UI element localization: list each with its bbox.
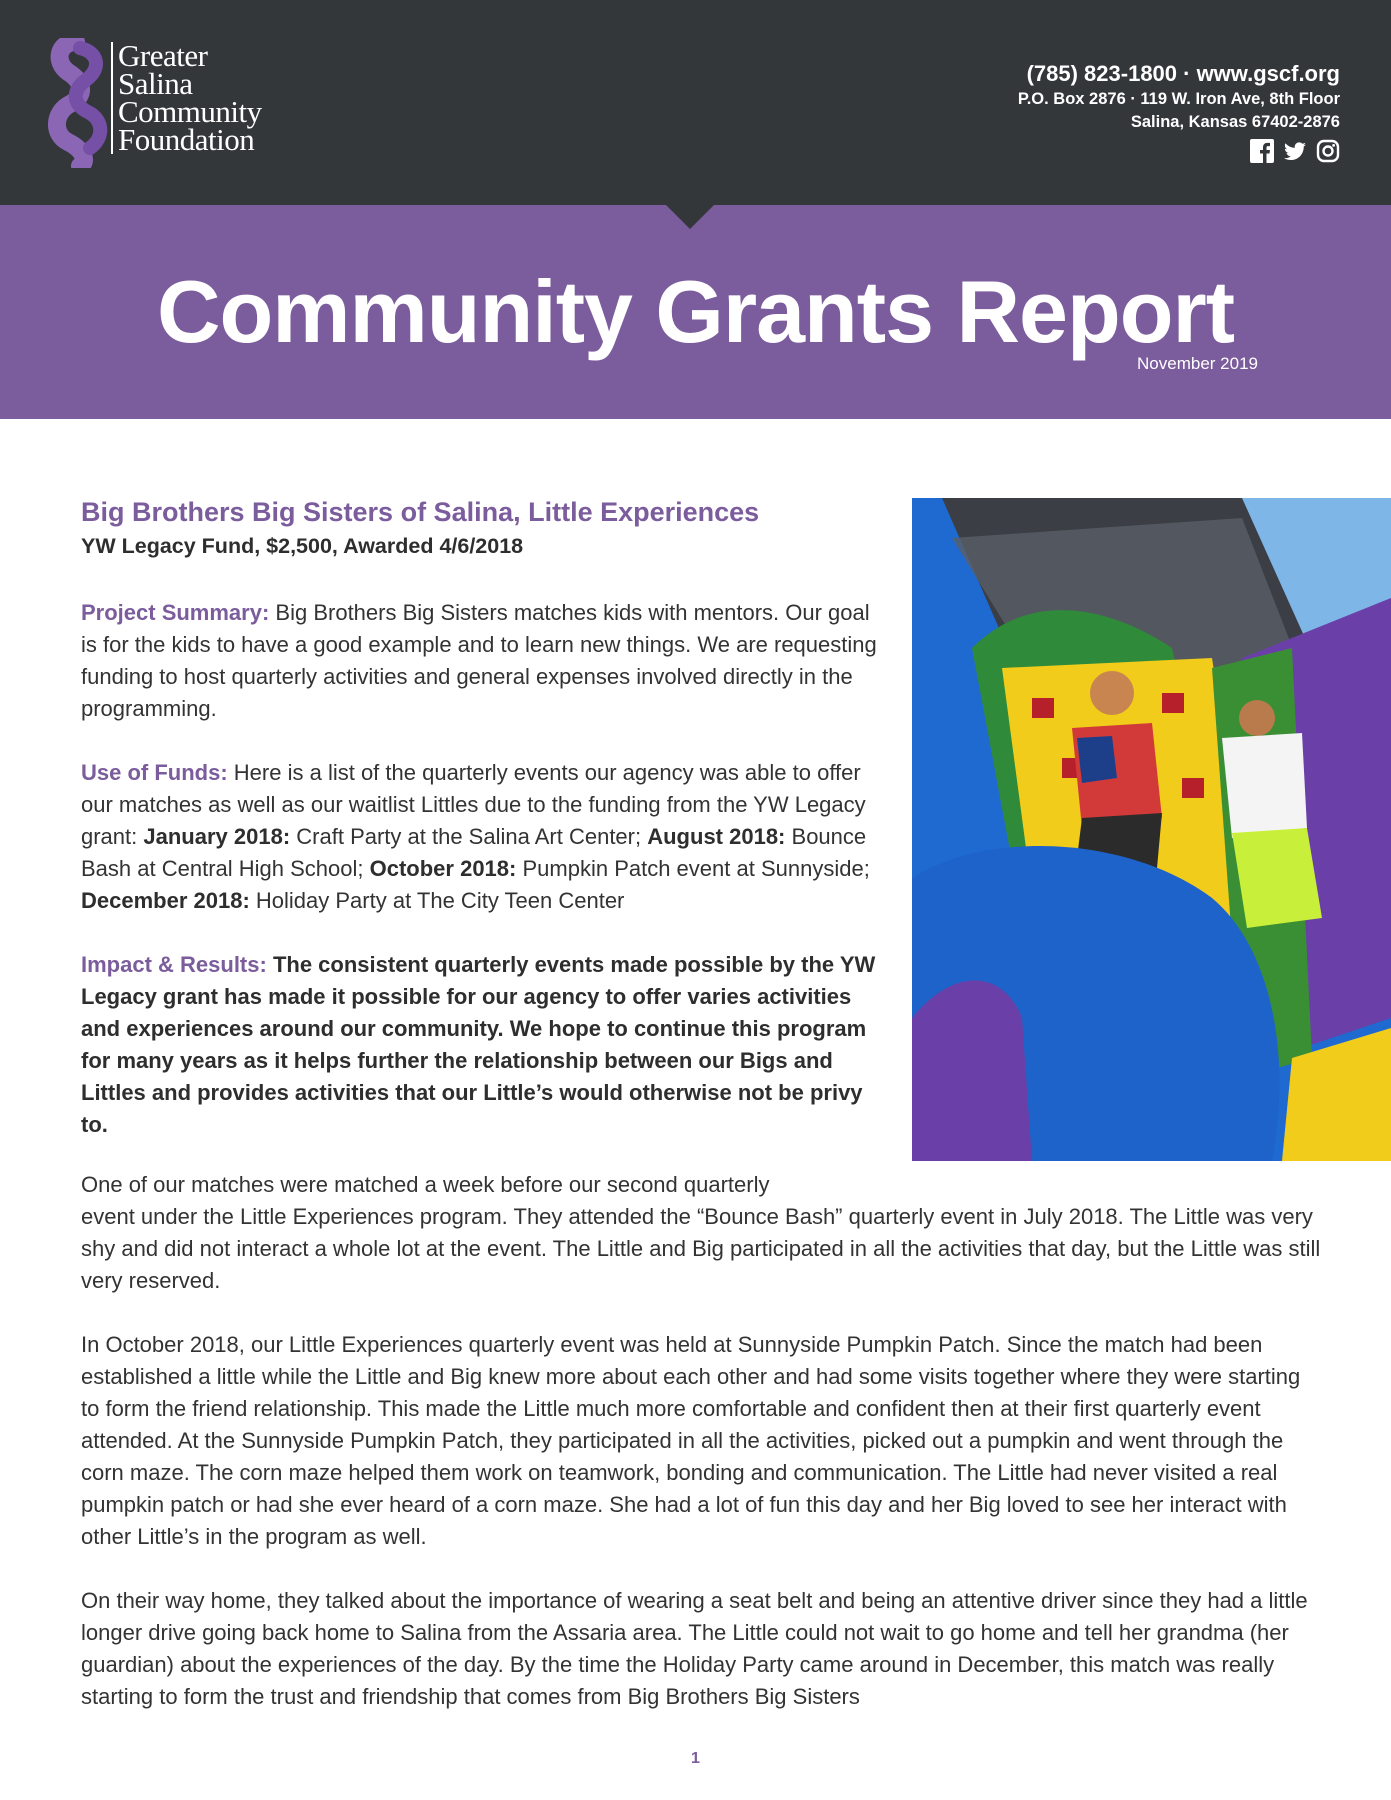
facebook-icon[interactable] xyxy=(1250,139,1274,163)
use-of-funds xyxy=(81,757,886,917)
phone-website: (785) 823-1800 · www.gscf.org xyxy=(1026,61,1340,86)
event-text: Holiday Party at The City Teen Center xyxy=(255,888,625,913)
story-paragraph-1-start: One of our matches were matched a week before our second quarterly xyxy=(81,1172,770,1197)
project-summary-label: Project Summary: xyxy=(81,600,270,625)
logo-line: Greater xyxy=(118,38,208,73)
address-line-1: P.O. Box 2876 · 119 W. Iron Ave, 8th Floor xyxy=(1017,90,1340,108)
event-text: Bounce Bash at Central High School; xyxy=(81,824,867,881)
page-header xyxy=(0,0,1391,205)
instagram-icon[interactable] xyxy=(1316,139,1340,163)
logo-line: Community xyxy=(118,94,262,129)
event-date: January 2018: xyxy=(143,824,291,849)
header-notch xyxy=(665,204,715,229)
page-number: 1 xyxy=(691,1750,700,1767)
page-title: Community Grants Report xyxy=(156,262,1235,361)
contact-block xyxy=(1018,60,1340,134)
event-date: August 2018: xyxy=(647,824,786,849)
story-paragraph-3: On their way home, they talked about the importance of wearing a seat belt and being an attentive driver since they had a little longer drive going back home to Salina from the Assaria area. The Little could not wait to go home and tell her grandma (her guardian) about the experiences of the day. By the time the Holiday Party came around in December, this match was really starting to form the trust and friendship that comes from Big Brothers Big Sisters xyxy=(81,1588,1308,1709)
event-text: Craft Party at the Salina Art Center; xyxy=(296,824,642,849)
twitter-icon[interactable] xyxy=(1283,139,1307,163)
event-date: October 2018: xyxy=(369,856,517,881)
address-line-2: Salina, Kansas 67402-2876 xyxy=(1130,113,1340,131)
use-of-funds-label: Use of Funds: xyxy=(81,760,228,785)
social-links xyxy=(1250,139,1340,163)
project-summary xyxy=(81,597,886,725)
logo-line: Foundation xyxy=(118,122,255,157)
fund-line: YW Legacy Fund, $2,500, Awarded 4/6/2018 xyxy=(81,534,524,558)
impact-text: The consistent quarterly events made possible by the YW Legacy grant has made it possible for our agency to offer varies activities and experiences around our community. We hope to continue this program for many years as it helps further the relationship between our Bigs and Littles and provides activities that our Little’s would otherwise not be privy to. xyxy=(81,952,876,1137)
grant-org-title: Big Brothers Big Sisters of Salina, Little Experiences xyxy=(81,497,760,527)
use-of-funds-intro: Here is a list of the quarterly events our agency was able to offer our matches as well as our waitlist Littles due to the funding from the YW Legacy grant: xyxy=(81,760,866,849)
logo-wordmark xyxy=(118,38,262,157)
project-summary-text: Big Brothers Big Sisters matches kids with mentors. Our goal is for the kids to have a good example and to learn new things. We are requesting funding to host quarterly activities and general expenses involved directly in the programming. xyxy=(81,600,877,721)
event-date: December 2018: xyxy=(81,888,250,913)
impact-results xyxy=(81,949,886,1141)
event-text: Pumpkin Patch event at Sunnyside; xyxy=(522,856,870,881)
report-date: November 2019 xyxy=(1137,354,1258,373)
logo-divider xyxy=(111,42,113,154)
story-paragraph-1: event under the Little Experiences program. They attended the “Bounce Bash” quarterly event in July 2018. The Little was very shy and did not interact a whole lot at the event. The Little and Big participated in all the activities that day, but the Little was still very reserved. xyxy=(81,1204,1321,1293)
story-paragraph-2: In October 2018, our Little Experiences quarterly event was held at Sunnyside Pumpkin Patch. Since the match had been established a little while the Little and Big knew more about each other and had some visits together where they were starting to form the friend relationship. This made the Little much more comfortable and confident then at their first quarterly event attended. At the Sunnyside Pumpkin Patch, they participated in all the activities, picked out a pumpkin and went through the corn maze. The corn maze helped them work on teamwork, bonding and communication. The Little had never visited a real pumpkin patch or had she ever heard of a corn maze. She had a lot of fun this day and her Big loved to see her interact with other Little’s in the program as well. xyxy=(81,1332,1301,1549)
inflatable-climbing-photo xyxy=(912,498,1391,1161)
impact-label: Impact & Results: xyxy=(81,952,267,977)
logo-line: Salina xyxy=(118,66,193,101)
